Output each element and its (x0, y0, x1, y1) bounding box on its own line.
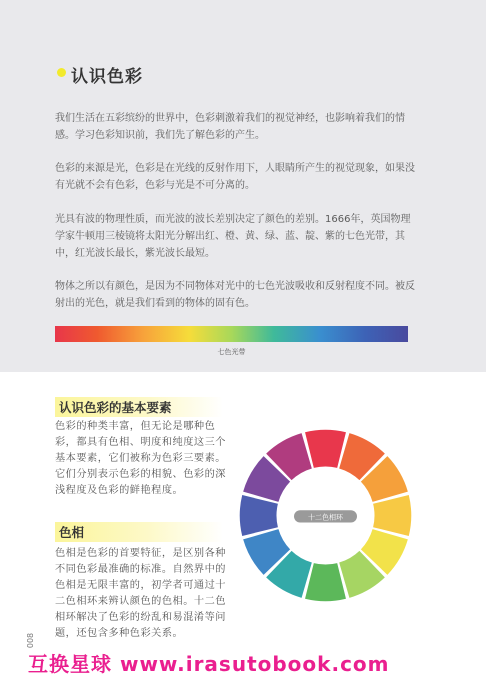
hue-heading: 色相 (55, 522, 223, 542)
basics-text: 色彩的种类丰富，但无论是哪种色彩，都具有色相、明度和纯度这三个基本要素，它们被称为色彩三要素。它们分别表示色彩的相貌、色彩的深浅程度及色彩的鲜艳程度。 (55, 421, 226, 496)
wheel-center-label: 十二色相环 (308, 513, 343, 522)
wheel-segment (305, 430, 346, 468)
watermark-text: 互换星球 www.irasutobook.com (28, 652, 390, 676)
wheel-segment (373, 495, 411, 536)
intro-paragraph-3: 光具有波的物理性质，而光波的波长差别决定了颜色的差别。1666年，英国物理学家牛顿用三棱镜将太阳光分解出红、橙、黄、绿、蓝、靛、紫的七色光带，其中，红光波长最长，紫光波长最短。 (55, 214, 411, 259)
basics-heading: 认识色彩的基本要素 (55, 397, 223, 417)
wheel-segment (305, 563, 346, 601)
intro-paragraph-1: 我们生活在五彩缤纷的世界中，色彩刺激着我们的视觉神经，也影响着我们的情感。学习色彩知识前，我们先了解色彩的产生。 (55, 113, 405, 141)
section-title: 认识色彩 (71, 67, 143, 87)
color-spectrum-bar (55, 326, 408, 342)
spectrum-label: 七色光带 (217, 348, 246, 356)
wheel-segment (240, 495, 278, 536)
color-wheel (238, 428, 413, 603)
intro-paragraph-4: 物体之所以有颜色，是因为不同物体对光中的七色光波吸收和反射程度不同。被反射出的光色，就是我们看到的物体的固有色。 (55, 281, 415, 309)
bullet-dot (57, 68, 66, 77)
hue-text: 色相是色彩的首要特征，是区别各种不同色彩最准确的标准。自然界中的色相是无限丰富的，初学者可通过十二色相环来辨认颜色的色相。十二色相环解决了色彩的纷乱和易混淆等问题，还包含多种色彩关系。 (55, 548, 226, 639)
page-number: 008 (26, 632, 36, 649)
intro-paragraph-2: 色彩的来源是光，色彩是在光线的反射作用下，人眼睛所产生的视觉现象，如果没有光就不会有色彩，色彩与光是不可分离的。 (55, 163, 415, 191)
